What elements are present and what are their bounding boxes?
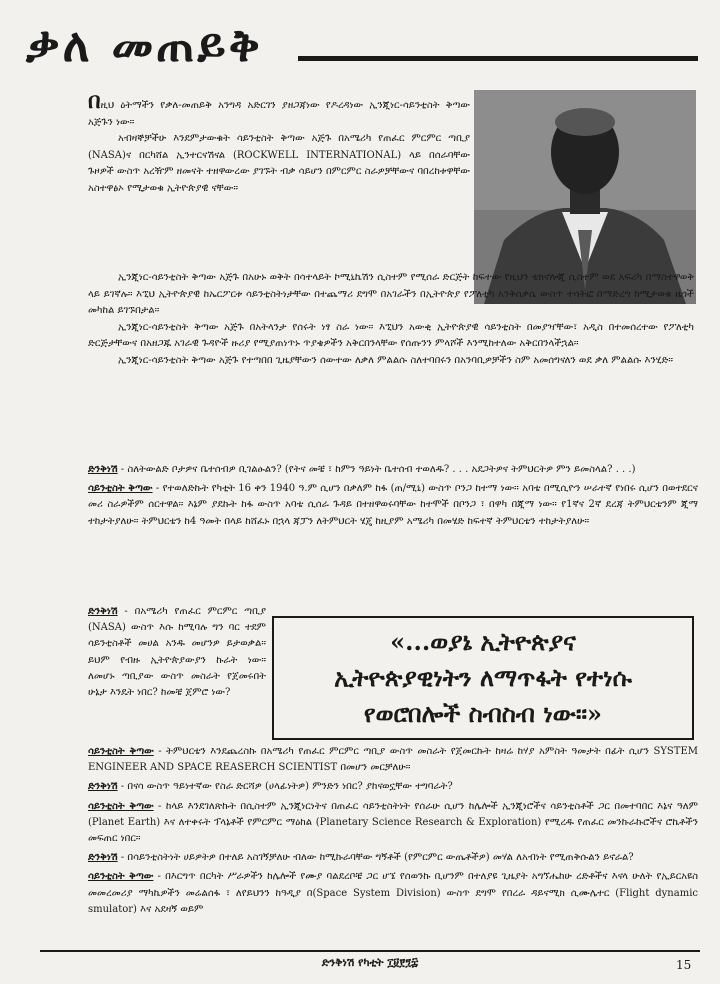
interviewer-label: ድንቅነሽ: [88, 781, 118, 793]
footer-rule: [40, 950, 700, 952]
title-rule: [298, 56, 698, 61]
intro-paragraph-5: ኢንጂነር-ሳይንቲስት ቅጣው አጅጉ የተጣበበ ጊዜያቸውን ሰውተው ለቃለ ምልልሱ ስለተባበሩን በአንባቢዎቻችን ስም አመሰግናለን ወደ ቃለ ምልልሱ እንሂድ።: [118, 354, 674, 366]
intro-paragraph-4: ኢንጂነር-ሳይንቲስት ቅጣው አጅጉ በአትላንታ የሰሩት ነፃ ስራ ነው። እኚህን አውቂ ኢትዮጵያዊ ሳይንቲስት በመያዣቸው፣ አዲስ በተመሰረተው የፖለቲካ ድርጅታቸውና በአዘጋጁ አገራዊ ጉዳዮች ዙሪያ የሚያጠነጥኑ ጥያቄዎችን አቅርበንላቸው የሰጡንን ምላሾች እንሚከተለው አቅርበንላችኋል።: [88, 321, 694, 350]
question-3-text: በናሳ ውስጥ ዓይነተኛው የስራ ድርሻዎ (ሀላፊነትዎ) ምንድን ነበር? ያከናወኗቸው ተግባራት?: [127, 781, 453, 793]
qa-block-1: [88, 462, 698, 533]
qa-block-3: [88, 744, 698, 921]
qa-block-2: [88, 604, 266, 703]
scientist-label: ሳይንቲስት ቅጣው: [88, 800, 154, 812]
scientist-label: ሳይንቲስት ቅጣው: [88, 871, 154, 883]
pull-quote-line-1: «...ወያኔ ኢትዮጵያና: [390, 627, 576, 656]
question-4-text: በሳይንቲስትነት ሀይዎትዎ በተለይ አስገኝቻለሁ ብለው ከሚኩራባቸው ግኝቶች (የምርምር ውጤቶችዎ) መሃል ለአብነት የሚጠቅሱልን ይኖራል?: [127, 852, 634, 864]
intro-paragraph-2: አብዛኞቻችሁ እንደምታውቁት ሳይንቲስት ቅጣው አጅጉ በአሜሪካ የጠፈር ምርምር ጣቢያ (NASA)ና በርካሸል ኢንተርናሽናል (ROCKWELL INTERNATIONAL) ላይ በሰራባቸው ጉዞዎች ውስጥ አረዥም ዘመናት ተዘዋውረው ያገኙት ብቃ ሳይሆን በምርምር ስራዎቻቸውና ባበረከቱዋቸው አስተዋፅኦ የሚታወቁ ኢትዮጵያዊ ናቸው።: [88, 133, 470, 194]
question-3: ድንቅነሽ - በናሳ ውስጥ ዓይነተኛው የስራ ድርሻዎ (ሀላፊነትዎ) ምንድን ነበር? ያከናወኗቸው ተግባራት?: [88, 781, 453, 793]
intro-column: [88, 88, 470, 198]
question-2-text: በአሜሪካ የጠፈር ምርምር ጣቢያ (NASA) ውስጥ እሱ ከሚባሉ ግን ባር ተደም ሳይንቲስቶች መሀል አንዱ መሆንዎ ይታወቃል። ይህም የብዙ ኢትዮጵያውያን ኩራት ነው። ለመሆኑ ጣቢያው ውስጥ መስራት የጀመሩበት ሁኔታ እንዴት ነበር? ከመቼ ጀምሮ ነው?: [88, 606, 266, 699]
answer-3-text: ከላይ እንደገለጽኩት በሲስተም ኢንጂነርነትና በጠፈር ሳይንቲስትነት የሰራሁ ሲሆን ከሌሎች ኢንጂነሮችና ሳይንቲስቶች ጋር በመተባበር እኔና ዓለም (Planet Earth) እና ለተቀሩት ፕላኔቶች የምርምር ማዕከል (Planetary Science Research & Exploration) የሚረዱ የጠፈር መንኩራኩሮችና ሮኬቶችን መፍጠር ነበር።: [88, 800, 698, 845]
pull-quote-line-3: የወሮበሎች ስብስብ ነው።»: [363, 699, 603, 728]
question-2: ድንቅነሽ - በአሜሪካ የጠፈር ምርምር ጣቢያ (NASA) ውስጥ እሱ ከሚባሉ ግን ባር ተደም ሳይንቲስቶች መሀል አንዱ መሆንዎ ይታወቃል። ይህም የብዙ ኢትዮጵያውያን ኩራት ነው። ለመሆኑ ጣቢያው ውስጥ መስራት የጀመሩበት ሁኔታ እንዴት ነበር? ከመቼ ጀምሮ ነው?: [88, 606, 266, 699]
answer-2: ሳይንቲስት ቅጣው - ትምህርቴን እንደጨረስኩ በአሜሪካ የጠፈር ምርምር ጣቢያ ውስጥ መስራት የጀመርኩት ከዛሬ ከሃያ አምስት ዓመታት በፊት ሲሆን SYSTEM ENGINEER AND SPACE REASERCH SCIENTIST በመሆን መርቻለሁ።: [88, 746, 698, 774]
answer-1: ሳይንቲስት ቅጣው - የተወለድኩት የካቲት 16 ቀን 1940 ዓ.ም ሲሆን በቃለም ከፋ (ጠ/ሚኒ) ውስጥ ቦንጋ ከተማ ነው። አባቴ በሚሲዮን ሠራተኛ የነበሩ ሲሆን በወተደርና መሪ ስራዎችም ሰርተዋል። እኔም ያደኩት ከፋ ውስጥ አባቴ ሲሰራ ጉዳይ በተዘዋወሩባቸው ከተሞች በቦንጋ ፣ በዋካ በጂማ ነው። የ1ኛና 2ኛ ደረጃ ትምህርቴንም ጂማ ተከታትያለሁ። ትምህርቴን ከ4 ዓመት በላይ ከሸፈኑ በኋላ ጃፓን ለትምህርት ሄጄ ከዚያም አሜሪካ በመሄድ ከፍተኛ ትምህርቴን ተከታትያለሁ።: [88, 483, 698, 527]
interviewer-label: ድንቅነሽ: [88, 606, 118, 617]
intro-paragraph-1: [88, 88, 470, 131]
intro-text-1: ዚህ ዕትማችን የቃለ-መጠይቅ አንግዳ አድርገን ያዘጋጃነው የዶረዳነው ኢንጂነር-ሳይንቲስት ቅጣው አጅጉን ነው።: [88, 100, 470, 128]
answer-2-text: ትምህርቴን እንደጨረስኩ በአሜሪካ የጠፈር ምርምር ጣቢያ ውስጥ መስራት የጀመርኩት ከዛሬ ከሃያ አምስት ዓመታት በፊት ሲሆን SYSTEM ENGINEER AND SPACE REASERCH SCIENTIST በመሆን መርቻለሁ።: [88, 746, 698, 774]
answer-1-text: የተወለድኩት የካቲት 16 ቀን 1940 ዓ.ም ሲሆን በቃለም ከፋ (ጠ/ሚኒ) ውስጥ ቦንጋ ከተማ ነው። አባቴ በሚሲዮን ሠራተኛ የነበሩ ሲሆን በወተደርና መሪ ስራዎችም ሰርተዋል። እኔም ያደኩት ከፋ ውስጥ አባቴ ሲሰራ ጉዳይ በተዘዋወሩባቸው ከተሞች በቦንጋ ፣ በዋካ በጂማ ነው። የ1ኛና 2ኛ ደረጃ ትምህርቴንም ጂማ ተከታትያለሁ። ትምህርቴን ከ4 ዓመት በላይ ከሸፈኑ በኋላ ጃፓን ለትምህርት ሄጄ ከዚያም አሜሪካ በመሄድ ከፍተኛ ትምህርቴን ተከታትያለሁ።: [88, 483, 698, 527]
question-4: ድንቅነሽ - በሳይንቲስትነት ሀይዎትዎ በተለይ አስገኝቻለሁ ብለው ከሚኩራባቸው ግኝቶች (የምርምር ውጤቶችዎ) መሃል ለአብነት የሚጠቅሱልን ይኖራል?: [88, 852, 634, 864]
scientist-label: ሳይንቲስት ቅጣው: [88, 746, 154, 757]
drop-cap: በ: [88, 88, 101, 114]
intro-paragraph-3: ኢንጂነር-ሳይንቲስት ቅጣው አጅጉ በአሁኑ ወቅት በሳተላይት ኮሚኒኬሽን ሲስተም የሚሰራ ድርጅት ከፍተው የዚህን ቴክኖሎጂ ሲስተም ወደ አፍሪካ በማስተዋወቅ ላይ ይገኛሉ። እኚህ ኢትዮጵያዊ ከኤርፖርቱ ሳይንቲስትነታቸው በተጨማሪ ደግሞ በአገራችን በኢትዮጵያ የፖለቲካ አንቅስቃሴ ውስጥ ተሳትፎ በማድረግ ከሚታወቁ ዜጎች መካከል ይገኙበታል።: [88, 272, 694, 317]
pull-quote: [272, 616, 694, 740]
page-number: 15: [676, 958, 692, 972]
answer-4-text: በእርግጥ በርካት ሥራዎችን ከሌሎች የሙያ ባልደረቦቼ ጋር ሆኜ የሰወንኩ ቢሆንም በተለያዩ ጊዜያት አግኘሔከሁ ረድቶችና እናላ ሁለት የኢይርአዩስ መመረመሪያ ማካኬዎችን መሬልሰፋ ፣ ለየይህንን ከዓዲያ በ(Space System Division) ውስጥ ደግሞ የበረራ ዳይናሚክ ሲሙሌተር (Flight dynamic smulator) እና አደዛኝ ወይም: [88, 871, 698, 915]
intro-wide-column: [88, 270, 694, 370]
answer-3: ሳይንቲስት ቅጣው - ከላይ እንደገለጽኩት በሲስተም ኢንጂነርነትና በጠፈር ሳይንቲስትነት የሰራሁ ሲሆን ከሌሎች ኢንጂነሮችና ሳይንቲስቶች ጋር በመተባበር እኔና ዓለም (Planet Earth) እና ለተቀሩት ፕላኔቶች የምርምር ማዕከል (Planetary Science Research & Exploration) የሚረዱ የጠፈር መንኩራኩሮችና ሮኬቶችን መፍጠር ነበር።: [88, 800, 698, 845]
question-1-text: ስለትውልድ ቦታዎና ቤተሰብዎ ቢገልፁልን? (የትና መቼ ፣ ከምን ዓይነት ቤተሰብ ተወለዱ? . . . አደጋትዎና ትምህርትዎ ምን ይመስላል? . . .): [127, 464, 636, 475]
interviewer-label: ድንቅነሽ: [88, 852, 118, 864]
answer-4: ሳይንቲስት ቅጣው - በእርግጥ በርካት ሥራዎችን ከሌሎች የሙያ ባልደረቦቼ ጋር ሆኜ የሰወንኩ ቢሆንም በተለያዩ ጊዜያት አግኘሔከሁ ረድቶችና እናላ ሁለት የኢይርአዩስ መመረመሪያ ማካኬዎችን መሬልሰፋ ፣ ለየይህንን ከዓዲያ በ(Space System Division) ውስጥ ደግሞ የበረራ ዳይናሚክ ሲሙሌተር (Flight dynamic smulator) እና አደዛኝ ወይም: [88, 871, 698, 915]
question-1: ድንቅነሽ - ስለትውልድ ቦታዎና ቤተሰብዎ ቢገልፁልን? (የትና መቼ ፣ ከምን ዓይነት ቤተሰብ ተወለዱ? . . . አደጋትዎና ትምህርትዎ ምን ይመስላል? . . .): [88, 464, 636, 475]
pull-quote-line-2: ኢትዮጵያዊነትን ለማጥፋት የተነሱ: [334, 663, 632, 692]
footer-magazine-title: ድንቅነሽ የካቲት ፲፱፻፺፰: [321, 956, 419, 969]
interviewer-label: ድንቅነሽ: [88, 464, 118, 475]
page-title: ቃለ መጠይቅ: [26, 18, 263, 72]
scientist-label: ሳይንቲስት ቅጣው: [88, 483, 153, 495]
